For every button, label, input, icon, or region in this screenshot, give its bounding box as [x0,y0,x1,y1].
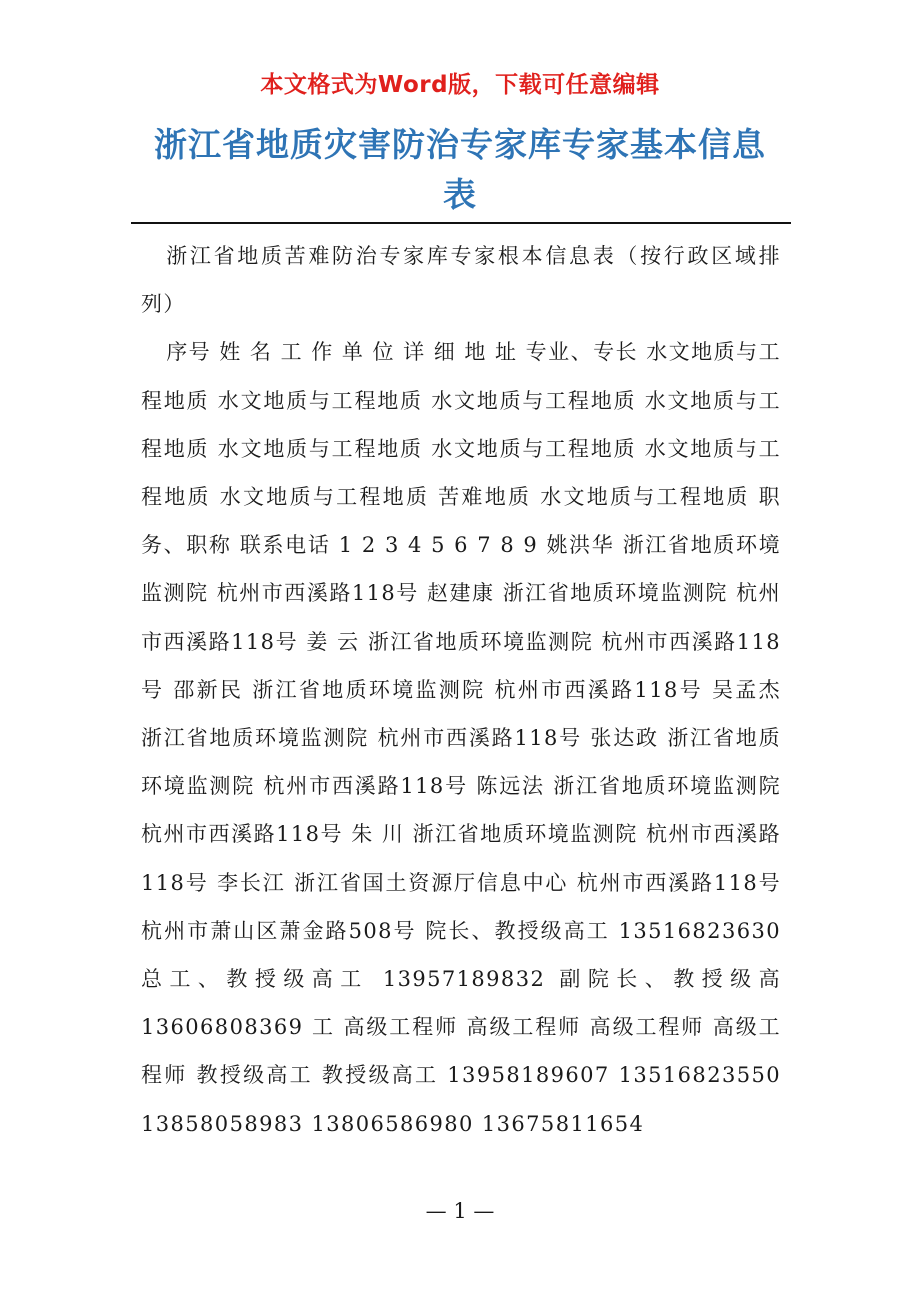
title-divider [131,222,791,224]
table-text-paragraph: 序号 姓 名 工 作 单 位 详 细 地 址 专业、专长 水文地质与工程地质 水文地质与工程地质 水文地质与工程地质 水文地质与工程地质 水文地质与工程地质 水文地质与工程地质 水文地质与工程地质 水文地质与工程地质 苦难地质 水文地质与工程地质 职务、职称 联系电话 1 2 3 4 5 6 7 8 9 姚洪华 浙江省地质环境监测院 杭州市西溪路118号 赵建康 浙江省地质环境监测院 杭州市西溪路118号 姜 云 浙江省地质环境监测院 杭州市西溪路118号 邵新民 浙江省地质环境监测院 杭州市西溪路118号 吴孟杰 浙江省地质环境监测院 杭州市西溪路118号 张达政 浙江省地质环境监测院 杭州市西溪路118号 陈远法 浙江省地质环境监测院 杭州市西溪路118号 朱 川 浙江省地质环境监测院 杭州市西溪路118号 李长江 浙江省国土资源厅信息中心 杭州市西溪路118号 杭州市萧山区萧金路508号 院长、教授级高工 13516823630 总工、教授级高工 13957189832 副院长、教授级高 13606808369 工 高级工程师 高级工程师 高级工程师 高级工程师 教授级高工 教授级高工 13958189607 13516823550 13858058983 13806586980 13675811654 [141,340,781,1136]
document-title: 浙江省地质灾害防治专家库专家基本信息表 [154,125,766,214]
download-notice: 本文格式为Word版，下载可任意编辑 [260,72,660,98]
page-number: — 1 — [425,1199,495,1223]
document-body [141,232,781,1148]
intro-paragraph: 浙江省地质苦难防治专家库专家根本信息表（按行政区域排列） [141,244,781,317]
